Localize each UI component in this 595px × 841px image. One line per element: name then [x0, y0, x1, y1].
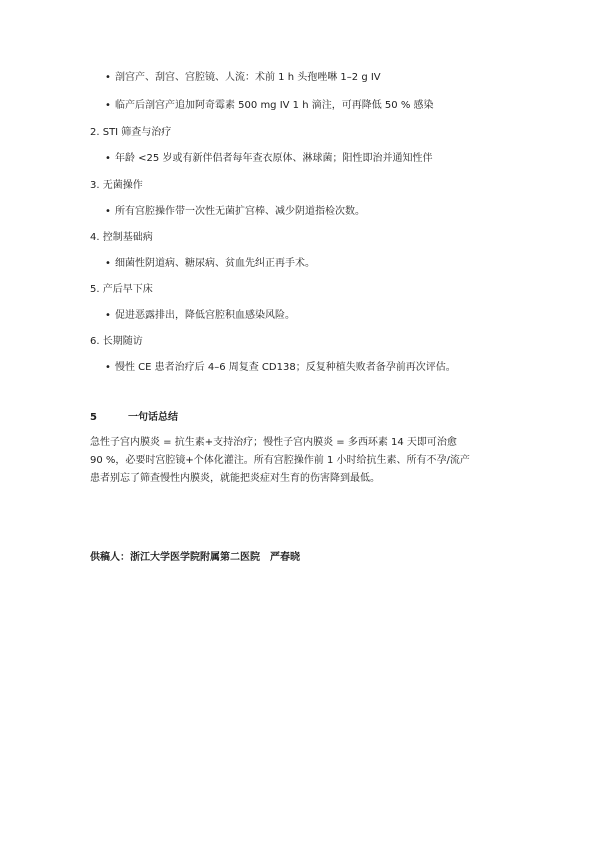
list-item-text: 所有宫腔操作带一次性无菌扩宫棒、减少阴道指检次数。: [115, 206, 365, 217]
list-item: [105, 71, 381, 85]
bullet-icon: •: [105, 72, 111, 83]
list-item: [105, 361, 456, 375]
bullet-icon: •: [105, 100, 111, 111]
bullet-icon: •: [105, 362, 111, 373]
bullet-icon: •: [105, 310, 111, 321]
section-number: 5: [90, 412, 97, 423]
contributor-line: 供稿人：浙江大学医学院附属第二医院 严春晓: [90, 552, 300, 563]
list-item-text: 慢性 CE 患者治疗后 4–6 周复查 CD138；反复种植失败者备孕前再次评估。: [115, 362, 456, 373]
numbered-heading-text: 3. 无菌操作: [90, 180, 143, 191]
list-item: [105, 99, 434, 113]
list-item-text: 剖宫产、刮宫、宫腔镜、人流：术前 1 h 头孢唑啉 1–2 g IV: [115, 72, 381, 83]
list-item-text: 细菌性阴道病、糖尿病、贫血先纠正再手术。: [115, 258, 315, 269]
numbered-heading: [90, 179, 143, 193]
bullet-icon: •: [105, 206, 111, 217]
numbered-heading-text: 5. 产后早下床: [90, 284, 153, 295]
section-title: 一句话总结: [128, 412, 178, 423]
list-item-text: 促进恶露排出，降低宫腔积血感染风险。: [115, 310, 295, 321]
bullet-icon: •: [105, 153, 111, 164]
numbered-heading-text: 4. 控制基础病: [90, 232, 153, 243]
list-item: [105, 309, 295, 323]
numbered-heading: [90, 335, 143, 349]
summary-line: 急性子宫内膜炎 = 抗生素+支持治疗；慢性子宫内膜炎 = 多西环素 14 天即可治愈: [90, 437, 457, 448]
list-item: [105, 257, 315, 271]
list-item-text: 临产后剖宫产追加阿奇霉素 500 mg IV 1 h 滴注，可再降低 50 % 感染: [115, 100, 434, 111]
numbered-heading: [90, 126, 171, 140]
numbered-heading: [90, 231, 153, 245]
list-item: [105, 152, 432, 166]
list-item-text: 年龄 <25 岁或有新伴侣者每年查衣原体、淋球菌；阳性即治并通知性伴: [115, 153, 433, 164]
bullet-icon: •: [105, 258, 111, 269]
section-heading: [90, 411, 178, 425]
numbered-heading-text: 6. 长期随访: [90, 336, 143, 347]
list-item: [105, 205, 365, 219]
summary-line: 90 %，必要时宫腔镜+个体化灌注。所有宫腔操作前 1 小时给抗生素、所有不孕/流产: [90, 455, 470, 466]
numbered-heading: [90, 283, 153, 297]
summary-line: 患者别忘了筛查慢性内膜炎，就能把炎症对生育的伤害降到最低。: [90, 473, 380, 484]
numbered-heading-text: 2. STI 筛查与治疗: [90, 127, 172, 138]
